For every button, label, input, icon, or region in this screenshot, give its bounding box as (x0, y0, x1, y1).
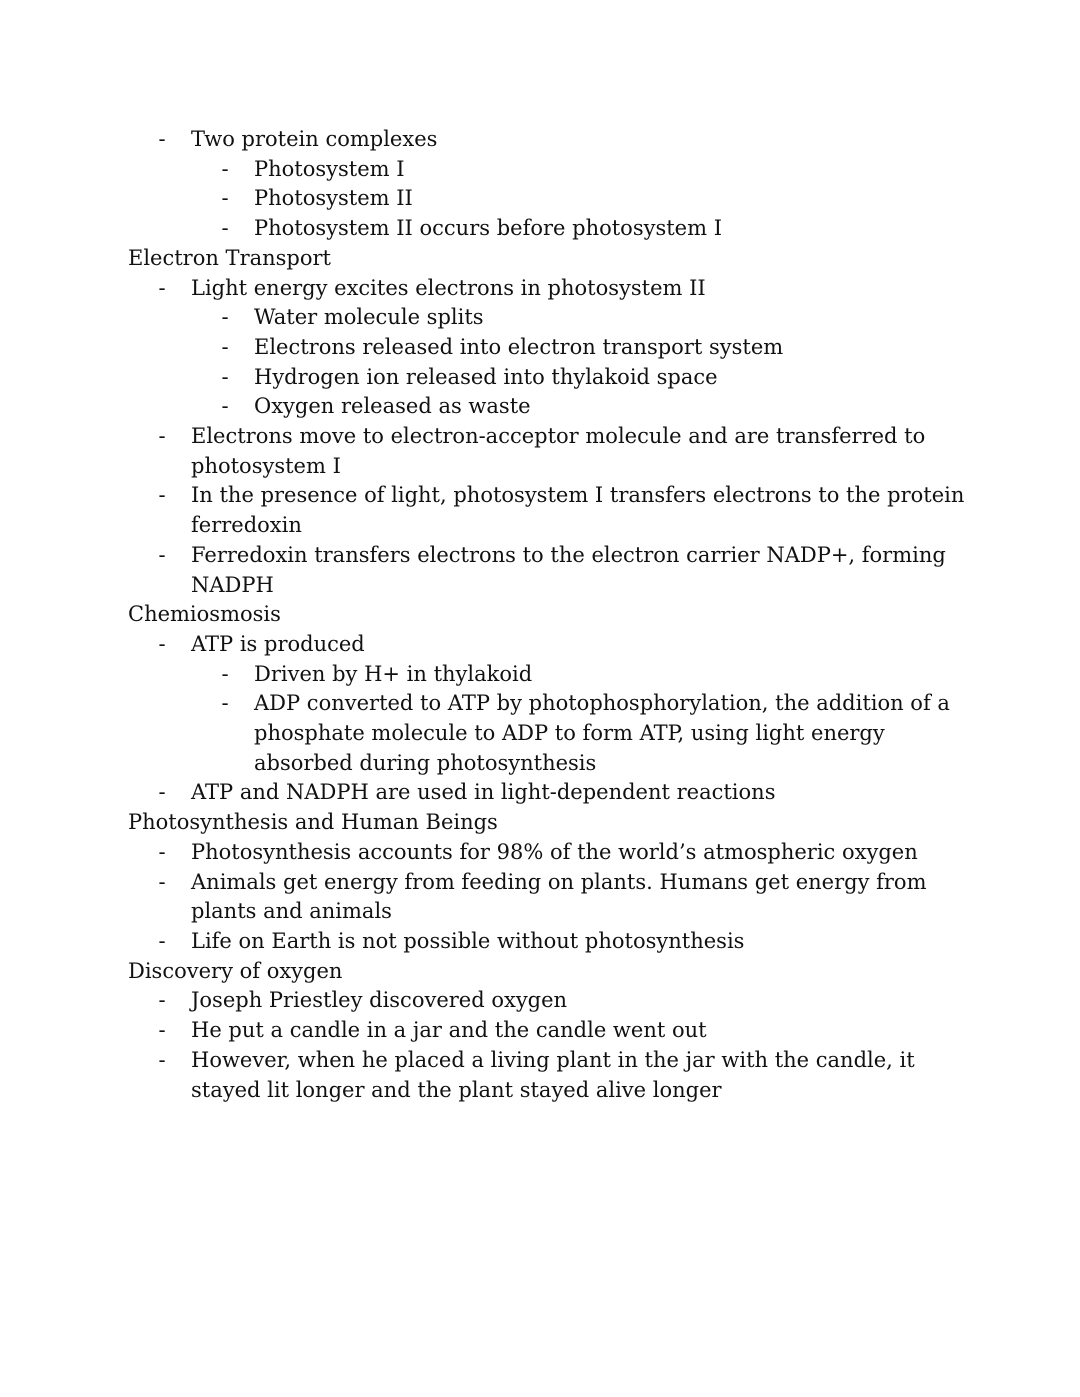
list-item-text: Two protein complexes (191, 127, 438, 151)
list-item (128, 214, 968, 244)
bullet-dash-icon: - (221, 186, 229, 211)
bullet-dash-icon: - (221, 394, 229, 419)
bullet-dash-icon: - (158, 839, 166, 864)
section-heading-text: Electron Transport (128, 245, 331, 270)
bullet-dash-icon: - (158, 483, 166, 508)
list-item-text: Life on Earth is not possible without photosynthesis (191, 928, 745, 953)
list-item-text: Driven by H+ in thylakoid (254, 661, 533, 686)
list-item (128, 363, 968, 393)
list-item (128, 630, 968, 660)
bullet-dash-icon: - (158, 869, 166, 894)
section-heading (128, 600, 968, 630)
bullet-dash-icon: - (158, 780, 166, 805)
list-item-text: Photosynthesis accounts for 98% of the world’s atmospheric oxygen (191, 839, 918, 864)
list-item (128, 927, 968, 957)
list-item (128, 333, 968, 363)
bullet-dash-icon: - (158, 1047, 166, 1072)
section-heading-text: Chemiosmosis (128, 602, 281, 627)
list-item (128, 986, 968, 1016)
bullet-dash-icon: - (158, 988, 166, 1013)
list-item-text: Oxygen released as waste (254, 394, 531, 419)
list-item (128, 541, 968, 600)
list-item (128, 274, 968, 304)
bullet-dash-icon: - (158, 631, 166, 656)
bullet-dash-icon: - (221, 691, 229, 716)
list-item-text: Light energy excites electrons in photosystem II (191, 275, 706, 300)
list-item (128, 1046, 968, 1105)
list-item (128, 660, 968, 690)
bullet-dash-icon: - (158, 127, 166, 151)
list-item-text: ATP is produced (191, 631, 365, 656)
list-item-text: However, when he placed a living plant in the jar with the candle, it stayed lit longer and the plant stayed alive longer (191, 1047, 915, 1102)
list-item (128, 838, 968, 868)
list-item (128, 1016, 968, 1046)
bullet-dash-icon: - (158, 542, 166, 567)
list-item-text: ADP converted to ATP by photophosphorylation, the addition of a phosphate molecule to ADP to form ATP, using light energy absorbed during photosynthesis (254, 691, 950, 775)
list-item-text: ATP and NADPH are used in light-dependent reactions (191, 780, 776, 805)
list-item-text: Photosystem I (254, 156, 405, 181)
bullet-dash-icon: - (221, 334, 229, 359)
bullet-dash-icon: - (158, 928, 166, 953)
list-item-text: Animals get energy from feeding on plants. Humans get energy from plants and animals (191, 869, 927, 924)
list-item (128, 422, 968, 481)
section-heading (128, 808, 968, 838)
list-item (128, 689, 968, 778)
list-item (128, 125, 968, 155)
list-item (128, 392, 968, 422)
bullet-dash-icon: - (221, 156, 229, 181)
list-item-text: Photosystem II (254, 186, 413, 211)
section-heading-text: Photosynthesis and Human Beings (128, 810, 498, 835)
list-item-text: Electrons move to electron-acceptor molecule and are transferred to photosystem I (191, 424, 926, 478)
list-item-text: Ferredoxin transfers electrons to the electron carrier NADP+, forming NADPH (191, 542, 946, 597)
list-item-text: Water molecule splits (254, 305, 484, 330)
bullet-dash-icon: - (221, 305, 229, 330)
list-item (128, 778, 968, 808)
list-item (128, 184, 968, 214)
list-item (128, 481, 968, 540)
list-item (128, 155, 968, 185)
bullet-dash-icon: - (221, 216, 229, 241)
section-heading-text: Discovery of oxygen (128, 958, 343, 983)
list-item-text: He put a candle in a jar and the candle went out (191, 1018, 707, 1043)
list-item-text: Electrons released into electron transport system (254, 334, 784, 359)
bullet-dash-icon: - (158, 275, 166, 300)
list-item-text: Hydrogen ion released into thylakoid space (254, 364, 718, 389)
list-item-text: Joseph Priestley discovered oxygen (191, 988, 568, 1013)
bullet-dash-icon: - (158, 1018, 166, 1043)
list-item (128, 868, 968, 927)
list-item (128, 303, 968, 333)
section-heading (128, 957, 968, 987)
list-item-text: Photosystem II occurs before photosystem I (254, 216, 722, 241)
list-item-text: In the presence of light, photosystem I transfers electrons to the protein ferredoxin (191, 483, 965, 538)
bullet-dash-icon: - (221, 661, 229, 686)
bullet-dash-icon: - (158, 424, 166, 449)
section-heading (128, 244, 968, 274)
bullet-dash-icon: - (221, 364, 229, 389)
notes-body (128, 125, 968, 1105)
